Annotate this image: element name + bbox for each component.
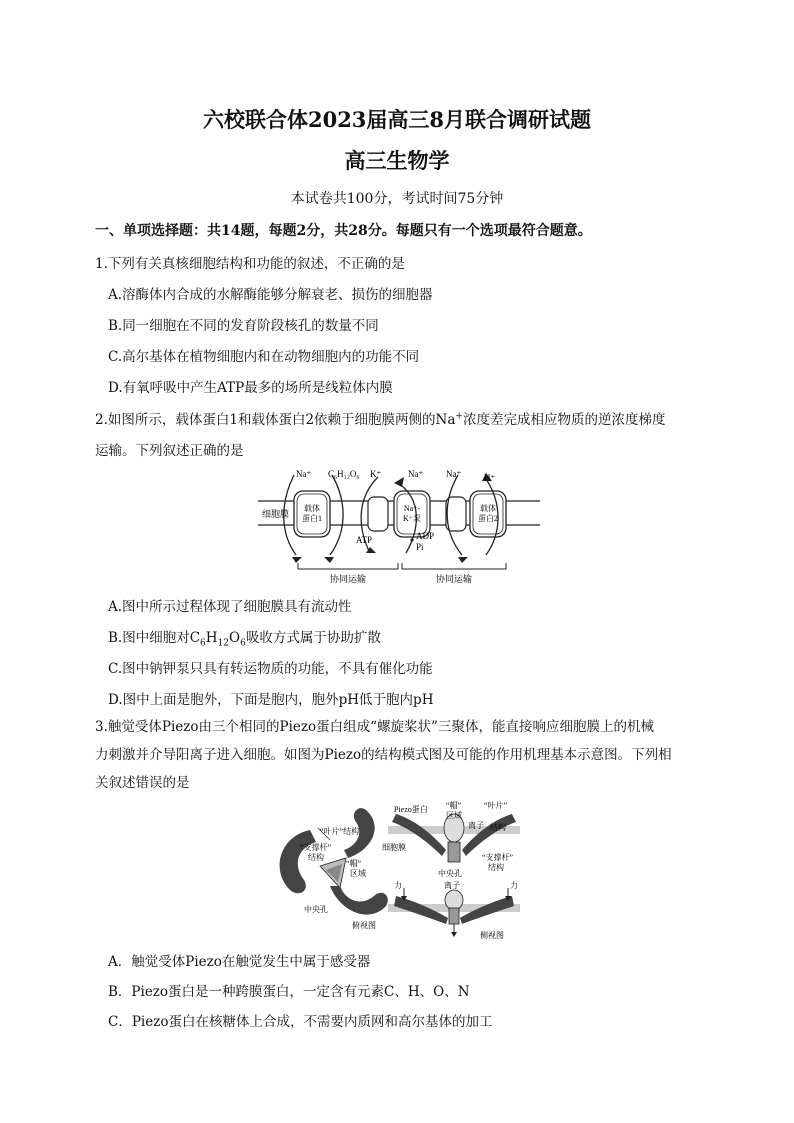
- label-beam-b: 结构: [308, 853, 324, 862]
- label-force-1: 力: [394, 881, 402, 890]
- label-right-cap-b: 区域: [446, 811, 462, 820]
- q3-stem-line3: 关叙述错误的是: [95, 775, 190, 791]
- q3-option-b: B．Piezo蛋白是一种跨膜蛋白，一定含有元素C、H、O、N: [108, 984, 470, 1000]
- label-right-pore: 中央孔: [438, 869, 462, 878]
- q3-piezo-figure: [270, 800, 530, 940]
- label-beam-a: “支撑杆”: [300, 843, 332, 852]
- q1-option-c: C.高尔基体在植物细胞内和在动物细胞内的功能不同: [108, 349, 420, 365]
- q2-option-c: C.图中钠钾泵只具有转运物质的功能，不具有催化功能: [108, 661, 433, 677]
- q3-stem-line2: 力刺激并介导阳离子进入细胞。如图为Piezo的结构模式图及可能的作用机理基本示意图。下列相: [95, 747, 672, 763]
- exam-info: 本试卷共100分，考试时间75分钟: [290, 191, 504, 207]
- q1-option-d: D.有氧呼吸中产生ATP最多的场所是线粒体内膜: [108, 380, 393, 396]
- label-na3: Na⁺: [446, 469, 462, 479]
- carrier1-label-a: 载体: [304, 504, 320, 513]
- q3-option-c: C．Piezo蛋白在核糖体上合成，不需要内质网和高尔基体的加工: [108, 1014, 493, 1030]
- q2-transport-figure: [258, 463, 540, 588]
- label-right-ion: 离子: [468, 821, 484, 830]
- section-heading: 一、单项选择题：共14题，每题2分，共28分。每题只有一个选项最符合题意。: [95, 223, 592, 239]
- label-force-2: 力: [510, 881, 518, 890]
- label-right-ion-2: 离子: [444, 881, 460, 890]
- label-top-view: 俯视图: [352, 921, 376, 930]
- label-piezo-protein: Piezo蛋白: [394, 805, 428, 814]
- label-right-membrane: 细胞膜: [382, 843, 406, 852]
- pump-label-a: Na⁺-: [403, 504, 421, 513]
- carrier2-label-b: 蛋白2: [478, 514, 498, 523]
- label-right-beam-a: “支撑杆”: [482, 853, 514, 862]
- pump-label-b: K⁺泵: [403, 514, 421, 523]
- label-cap-b: 区域: [350, 869, 366, 878]
- label-atp: ATP: [356, 535, 373, 545]
- label-cap-a: “帽”: [346, 859, 362, 868]
- label-na1: Na⁺: [296, 469, 312, 479]
- label-right-blade-b: 结构: [490, 823, 506, 832]
- q1-option-a: A.溶酶体内合成的水解酶能够分解衰老、损伤的细胞器: [108, 287, 433, 303]
- q1-option-b: B.同一细胞在不同的发育阶段核孔的数量不同: [108, 318, 379, 334]
- label-adp: ADP: [416, 531, 435, 541]
- label-side-view: 侧视图: [480, 931, 504, 940]
- q3-option-a: A．触觉受体Piezo在触觉发生中属于感受器: [108, 954, 371, 970]
- label-cotransport-1: 协同运输: [329, 574, 367, 584]
- label-glucose: C₆H₁₂O₆: [328, 469, 360, 479]
- q3-stem-line1: 3.触觉受体Piezo由三个相同的Piezo蛋白组成“螺旋桨状”三聚体，能直接响应细胞膜上的机械: [95, 719, 654, 735]
- label-right-cap-a: “帽”: [446, 801, 462, 810]
- q2-option-a: A.图中所示过程体现了细胞膜具有流动性: [108, 599, 352, 615]
- q2-stem-line1: 2.如图所示，载体蛋白1和载体蛋白2依赖于细胞膜两侧的Na+浓度差完成相应物质的逆浓度梯度: [95, 411, 666, 428]
- label-right-beam-b: 结构: [488, 863, 504, 872]
- exam-title: 六校联合体2023届高三8月联合调研试题: [202, 107, 592, 132]
- label-h: H⁺: [484, 473, 496, 483]
- q2-option-d: D.图中上面是胞外，下面是胞内，胞外pH低于胞内pH: [108, 692, 434, 708]
- carrier2-label-a: 载体: [480, 504, 496, 513]
- label-na2: Na⁺: [408, 469, 424, 479]
- q2-option-b: B.图中细胞对$C_6H_{12}O_6$吸收方式属于协助扩散: [108, 630, 381, 649]
- label-pore: 中央孔: [304, 905, 328, 914]
- label-k: K⁺: [370, 469, 382, 479]
- label-pi: Pi: [416, 542, 424, 552]
- label-membrane: 细胞膜: [262, 509, 290, 519]
- label-blade: “叶片”结构: [320, 827, 360, 836]
- carrier1-label-b: 蛋白1: [302, 514, 322, 523]
- label-cotransport-2: 协同运输: [435, 574, 473, 584]
- subject-title: 高三生物学: [344, 148, 450, 173]
- label-right-blade-a: “叶片”: [484, 801, 508, 810]
- q2-stem-line2: 运输。下列叙述正确的是: [95, 443, 244, 459]
- q1-stem: 1.下列有关真核细胞结构和功能的叙述，不正确的是: [95, 256, 405, 272]
